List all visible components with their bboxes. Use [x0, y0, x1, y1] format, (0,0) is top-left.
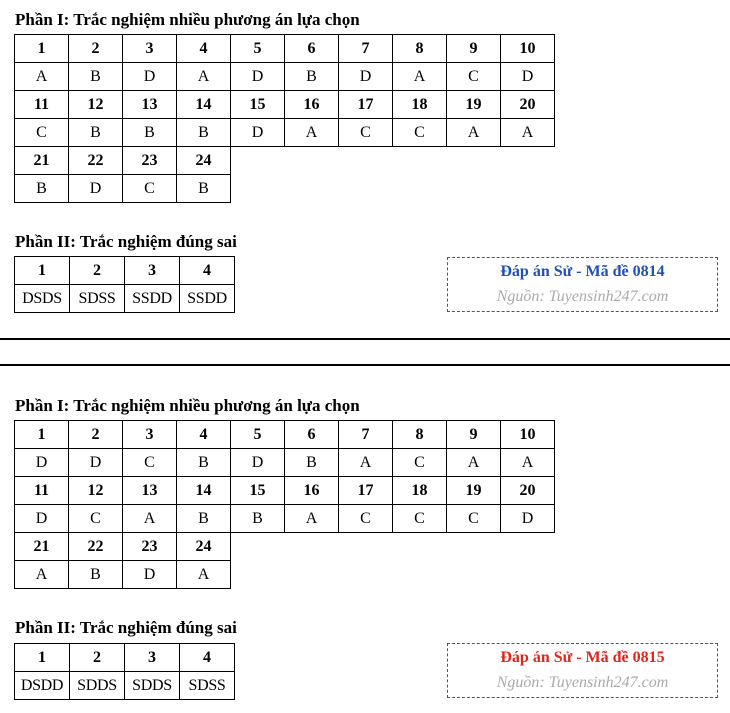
answer-row	[15, 561, 555, 589]
question-number-cell: 14	[177, 91, 231, 119]
part2-title: Phần II: Trắc nghiệm đúng sai	[15, 618, 237, 637]
empty-cell	[231, 561, 285, 589]
question-number-cell: 9	[447, 421, 501, 449]
question-number-cell: 24	[177, 533, 231, 561]
question-number-row	[15, 644, 235, 672]
multiple-choice-answer-table	[14, 34, 555, 203]
part1-title: Phần I: Trắc nghiệm nhiều phương án lựa chọn	[15, 10, 360, 29]
answer-cell: B	[285, 449, 339, 477]
question-number-row	[15, 533, 555, 561]
empty-cell	[447, 533, 501, 561]
answer-cell: A	[285, 119, 339, 147]
answer-cell: A	[501, 449, 555, 477]
question-number-cell: 19	[447, 91, 501, 119]
answer-key-title: Đáp án Sử - Mã đề 0814	[500, 263, 665, 280]
question-number-cell: 1	[15, 35, 69, 63]
separator-line	[0, 364, 730, 366]
answer-cell: D	[123, 561, 177, 589]
answer-cell: B	[69, 63, 123, 91]
question-number-cell: 7	[339, 35, 393, 63]
answer-cell: SDSS	[180, 672, 235, 700]
answer-cell: A	[447, 449, 501, 477]
question-number-cell: 2	[70, 257, 125, 285]
empty-cell	[501, 561, 555, 589]
empty-cell	[501, 533, 555, 561]
question-number-cell: 8	[393, 421, 447, 449]
answer-cell: A	[339, 449, 393, 477]
question-number-cell: 12	[69, 91, 123, 119]
answer-key-title: Đáp án Sử - Mã đề 0815	[500, 649, 665, 666]
answer-cell: C	[393, 505, 447, 533]
answer-cell: D	[501, 505, 555, 533]
empty-cell	[285, 175, 339, 203]
question-number-cell: 4	[180, 644, 235, 672]
question-number-cell: 3	[125, 644, 180, 672]
question-number-cell: 10	[501, 35, 555, 63]
empty-cell	[501, 175, 555, 203]
empty-cell	[339, 175, 393, 203]
question-number-cell: 24	[177, 147, 231, 175]
empty-cell	[447, 561, 501, 589]
answer-cell: D	[69, 449, 123, 477]
question-number-cell: 8	[393, 35, 447, 63]
question-number-cell: 1	[15, 421, 69, 449]
part2-title: Phần II: Trắc nghiệm đúng sai	[15, 232, 237, 251]
empty-cell	[231, 147, 285, 175]
question-number-cell: 17	[339, 477, 393, 505]
question-number-cell: 13	[123, 477, 177, 505]
question-number-cell: 4	[180, 257, 235, 285]
answer-cell: A	[177, 63, 231, 91]
answer-cell: C	[15, 119, 69, 147]
answer-key-box	[447, 257, 718, 312]
question-number-cell: 23	[123, 533, 177, 561]
answer-cell: B	[15, 175, 69, 203]
question-number-cell: 3	[123, 35, 177, 63]
source-note: Nguồn: Tuyensinh247.com	[496, 288, 669, 305]
question-number-cell: 10	[501, 421, 555, 449]
answer-row	[15, 63, 555, 91]
question-number-cell: 23	[123, 147, 177, 175]
answer-cell: SDSS	[70, 285, 125, 313]
question-number-cell: 3	[123, 421, 177, 449]
answer-cell: A	[15, 561, 69, 589]
answer-cell: D	[231, 119, 285, 147]
question-number-row	[15, 477, 555, 505]
tf-table-body	[15, 644, 235, 700]
answer-row	[15, 505, 555, 533]
answer-cell: A	[177, 561, 231, 589]
question-number-cell: 15	[231, 91, 285, 119]
true-false-answer-table	[14, 643, 235, 700]
answer-cell: A	[501, 119, 555, 147]
mc-table-body	[15, 35, 555, 203]
question-number-cell: 22	[69, 147, 123, 175]
question-number-cell: 18	[393, 91, 447, 119]
question-number-cell: 21	[15, 533, 69, 561]
answer-cell: SSDD	[125, 285, 180, 313]
answer-cell: D	[231, 449, 285, 477]
answer-cell: C	[393, 119, 447, 147]
question-number-cell: 2	[69, 35, 123, 63]
true-false-answer-table	[14, 256, 235, 313]
question-number-cell: 22	[69, 533, 123, 561]
question-number-cell: 2	[70, 644, 125, 672]
question-number-cell: 4	[177, 35, 231, 63]
question-number-cell: 1	[15, 644, 70, 672]
empty-cell	[393, 147, 447, 175]
question-number-cell: 20	[501, 477, 555, 505]
empty-cell	[285, 561, 339, 589]
answer-cell: B	[177, 505, 231, 533]
question-number-cell: 13	[123, 91, 177, 119]
answer-cell: D	[501, 63, 555, 91]
answer-cell: C	[393, 449, 447, 477]
answer-row	[15, 175, 555, 203]
answer-cell: D	[339, 63, 393, 91]
empty-cell	[447, 147, 501, 175]
answer-key-box	[447, 643, 718, 698]
question-number-row	[15, 257, 235, 285]
answer-cell: D	[123, 63, 177, 91]
empty-cell	[285, 147, 339, 175]
question-number-cell: 1	[15, 257, 70, 285]
answer-cell: SDDS	[125, 672, 180, 700]
answer-row	[15, 449, 555, 477]
answer-row	[15, 119, 555, 147]
question-number-cell: 20	[501, 91, 555, 119]
answer-cell: D	[15, 505, 69, 533]
answer-cell: D	[69, 175, 123, 203]
empty-cell	[339, 533, 393, 561]
source-note: Nguồn: Tuyensinh247.com	[496, 674, 669, 691]
question-number-cell: 16	[285, 91, 339, 119]
mc-table-body	[15, 421, 555, 589]
answer-cell: A	[15, 63, 69, 91]
question-number-cell: 9	[447, 35, 501, 63]
answer-cell: C	[447, 505, 501, 533]
question-number-cell: 5	[231, 35, 285, 63]
answer-cell: B	[69, 561, 123, 589]
empty-cell	[339, 561, 393, 589]
question-number-cell: 4	[177, 421, 231, 449]
answer-cell: A	[393, 63, 447, 91]
answer-cell: D	[231, 63, 285, 91]
question-number-row	[15, 147, 555, 175]
answer-cell: A	[447, 119, 501, 147]
answer-cell: B	[69, 119, 123, 147]
question-number-cell: 6	[285, 35, 339, 63]
question-number-row	[15, 91, 555, 119]
answer-cell: B	[177, 449, 231, 477]
question-number-cell: 12	[69, 477, 123, 505]
answer-cell: B	[177, 175, 231, 203]
question-number-cell: 15	[231, 477, 285, 505]
answer-cell: SDDS	[70, 672, 125, 700]
empty-cell	[285, 533, 339, 561]
answer-cell: C	[339, 119, 393, 147]
question-number-cell: 16	[285, 477, 339, 505]
empty-cell	[231, 175, 285, 203]
tf-table-body	[15, 257, 235, 313]
answer-cell: C	[339, 505, 393, 533]
answer-cell: DSDS	[15, 285, 70, 313]
empty-cell	[393, 533, 447, 561]
question-number-cell: 14	[177, 477, 231, 505]
answer-row	[15, 672, 235, 700]
answer-cell: B	[177, 119, 231, 147]
empty-cell	[393, 175, 447, 203]
empty-cell	[393, 561, 447, 589]
question-number-cell: 6	[285, 421, 339, 449]
answer-cell: B	[285, 63, 339, 91]
question-number-cell: 2	[69, 421, 123, 449]
question-number-cell: 11	[15, 477, 69, 505]
answer-cell: C	[447, 63, 501, 91]
question-number-cell: 17	[339, 91, 393, 119]
question-number-row	[15, 35, 555, 63]
answer-cell: SSDD	[180, 285, 235, 313]
part1-title: Phần I: Trắc nghiệm nhiều phương án lựa chọn	[15, 396, 360, 415]
question-number-cell: 7	[339, 421, 393, 449]
empty-cell	[447, 175, 501, 203]
answer-cell: B	[123, 119, 177, 147]
question-number-row	[15, 421, 555, 449]
answer-row	[15, 285, 235, 313]
answer-cell: B	[231, 505, 285, 533]
empty-cell	[501, 147, 555, 175]
empty-cell	[339, 147, 393, 175]
question-number-cell: 18	[393, 477, 447, 505]
answer-cell: C	[69, 505, 123, 533]
multiple-choice-answer-table	[14, 420, 555, 589]
answer-cell: C	[123, 175, 177, 203]
answer-cell: DSDD	[15, 672, 70, 700]
answer-cell: D	[15, 449, 69, 477]
question-number-cell: 11	[15, 91, 69, 119]
question-number-cell: 5	[231, 421, 285, 449]
question-number-cell: 19	[447, 477, 501, 505]
question-number-cell: 3	[125, 257, 180, 285]
question-number-cell: 21	[15, 147, 69, 175]
answer-cell: A	[123, 505, 177, 533]
separator-line	[0, 338, 730, 340]
answer-cell: A	[285, 505, 339, 533]
empty-cell	[231, 533, 285, 561]
answer-cell: C	[123, 449, 177, 477]
